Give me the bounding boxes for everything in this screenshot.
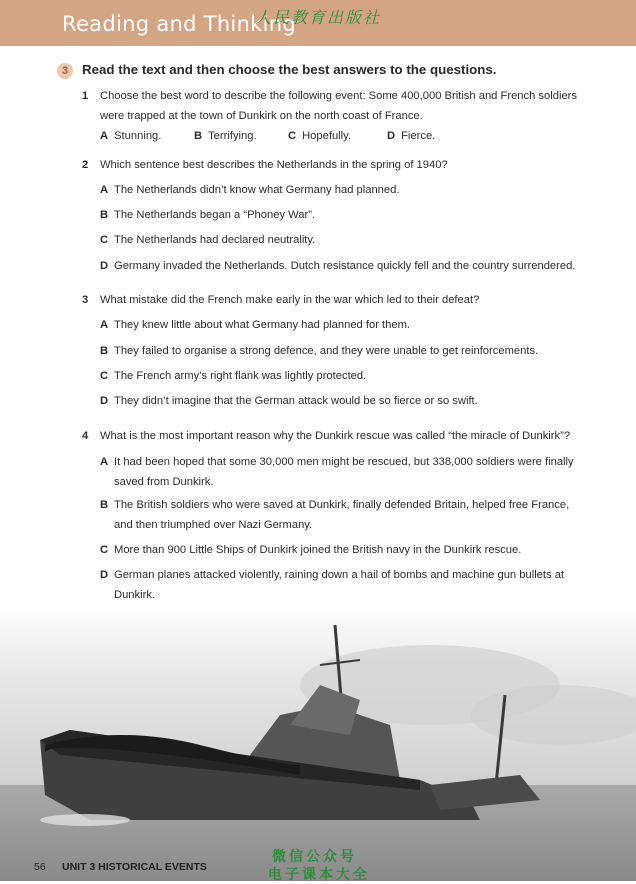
- option-b[interactable]: [100, 205, 582, 225]
- option-a[interactable]: [100, 452, 582, 492]
- option-d[interactable]: [100, 256, 582, 276]
- unit-label: UNIT 3 HISTORICAL EVENTS: [62, 861, 207, 873]
- option-c[interactable]: [288, 130, 351, 142]
- option-text: Hopefully.: [302, 130, 352, 142]
- question-number: 2: [82, 159, 89, 171]
- option-letter: B: [100, 499, 109, 511]
- option-a[interactable]: [100, 180, 582, 200]
- option-letter: A: [100, 184, 109, 196]
- option-letter: A: [100, 456, 109, 468]
- dunkirk-ship-photo: [0, 605, 636, 881]
- question-number: 4: [82, 430, 89, 442]
- option-b[interactable]: [194, 130, 257, 142]
- option-text: Stunning.: [114, 130, 162, 142]
- watermark-line-1: 微信公众号: [272, 849, 357, 865]
- option-letter: A: [100, 319, 109, 331]
- question-1-options: [100, 130, 580, 150]
- option-text: The French army’s right flank was lightly protected.: [114, 370, 367, 382]
- option-text: More than 900 Little Ships of Dunkirk joined the British navy in the Dunkirk rescue.: [114, 544, 522, 556]
- option-letter: A: [100, 130, 109, 142]
- option-c[interactable]: [100, 540, 582, 560]
- option-d[interactable]: [100, 391, 582, 411]
- question-number: 1: [82, 90, 89, 102]
- option-letter: D: [100, 395, 109, 407]
- option-letter: C: [288, 130, 297, 142]
- option-text: Terrifying.: [208, 130, 257, 142]
- option-c[interactable]: [100, 366, 582, 386]
- option-letter: C: [100, 544, 109, 556]
- option-letter: B: [194, 130, 203, 142]
- exercise-number-badge: 3: [57, 63, 73, 79]
- page-number: 56: [34, 861, 46, 873]
- question-2: [82, 155, 582, 175]
- question-1: [82, 86, 582, 126]
- option-text: German planes attacked violently, raining down a hail of bombs and machine gun bullets at Dunkirk.: [114, 569, 565, 601]
- question-stem: Choose the best word to describe the following event: Some 400,000 British and French soldiers were trapped at the town of Dunkirk on the north coast of France.: [100, 90, 577, 122]
- option-b[interactable]: [100, 341, 582, 361]
- option-letter: D: [100, 569, 109, 581]
- option-text: Fierce.: [401, 130, 436, 142]
- question-number: 3: [82, 294, 89, 306]
- option-text: They failed to organise a strong defence, and they were unable to get reinforcements.: [114, 345, 539, 357]
- option-letter: B: [100, 209, 109, 221]
- option-text: The Netherlands didn’t know what Germany had planned.: [114, 184, 400, 196]
- option-letter: C: [100, 234, 109, 246]
- option-a[interactable]: [100, 315, 582, 335]
- publisher-watermark: 人民教育出版社: [255, 8, 382, 27]
- question-stem: What is the most important reason why the Dunkirk rescue was called “the miracle of Dunkirk”?: [100, 430, 571, 442]
- question-3: [82, 290, 582, 310]
- option-text: The Netherlands had declared neutrality.: [114, 234, 316, 246]
- option-b[interactable]: [100, 495, 582, 535]
- option-letter: D: [387, 130, 396, 142]
- wake: [40, 814, 130, 826]
- option-letter: D: [100, 260, 109, 272]
- option-letter: B: [100, 345, 109, 357]
- question-stem: What mistake did the French make early in the war which led to their defeat?: [100, 294, 480, 306]
- option-letter: C: [100, 370, 109, 382]
- watermark-line-2: 电子课本大全: [268, 867, 370, 883]
- option-text: The Netherlands began a “Phoney War”.: [114, 209, 316, 221]
- section-title: Reading and Thinking: [62, 12, 297, 36]
- option-text: They knew little about what Germany had planned for them.: [114, 319, 411, 331]
- option-text: It had been hoped that some 30,000 men might be rescued, but 338,000 soldiers were finally saved from Dunkirk.: [114, 456, 574, 488]
- option-d[interactable]: [100, 565, 582, 605]
- option-text: Germany invaded the Netherlands. Dutch resistance quickly fell and the country surrendered.: [114, 260, 576, 272]
- option-c[interactable]: [100, 230, 582, 250]
- option-text: The British soldiers who were saved at Dunkirk, finally defended Britain, helped free France, and then triumphed over Nazi Germany.: [114, 499, 570, 531]
- option-text: They didn’t imagine that the German attack would be so fierce or so swift.: [114, 395, 478, 407]
- option-a[interactable]: [100, 130, 161, 142]
- option-d[interactable]: [387, 130, 435, 142]
- exercise-instruction: Read the text and then choose the best answers to the questions.: [82, 62, 497, 77]
- question-stem: Which sentence best describes the Netherlands in the spring of 1940?: [100, 159, 448, 171]
- question-4: [82, 426, 582, 446]
